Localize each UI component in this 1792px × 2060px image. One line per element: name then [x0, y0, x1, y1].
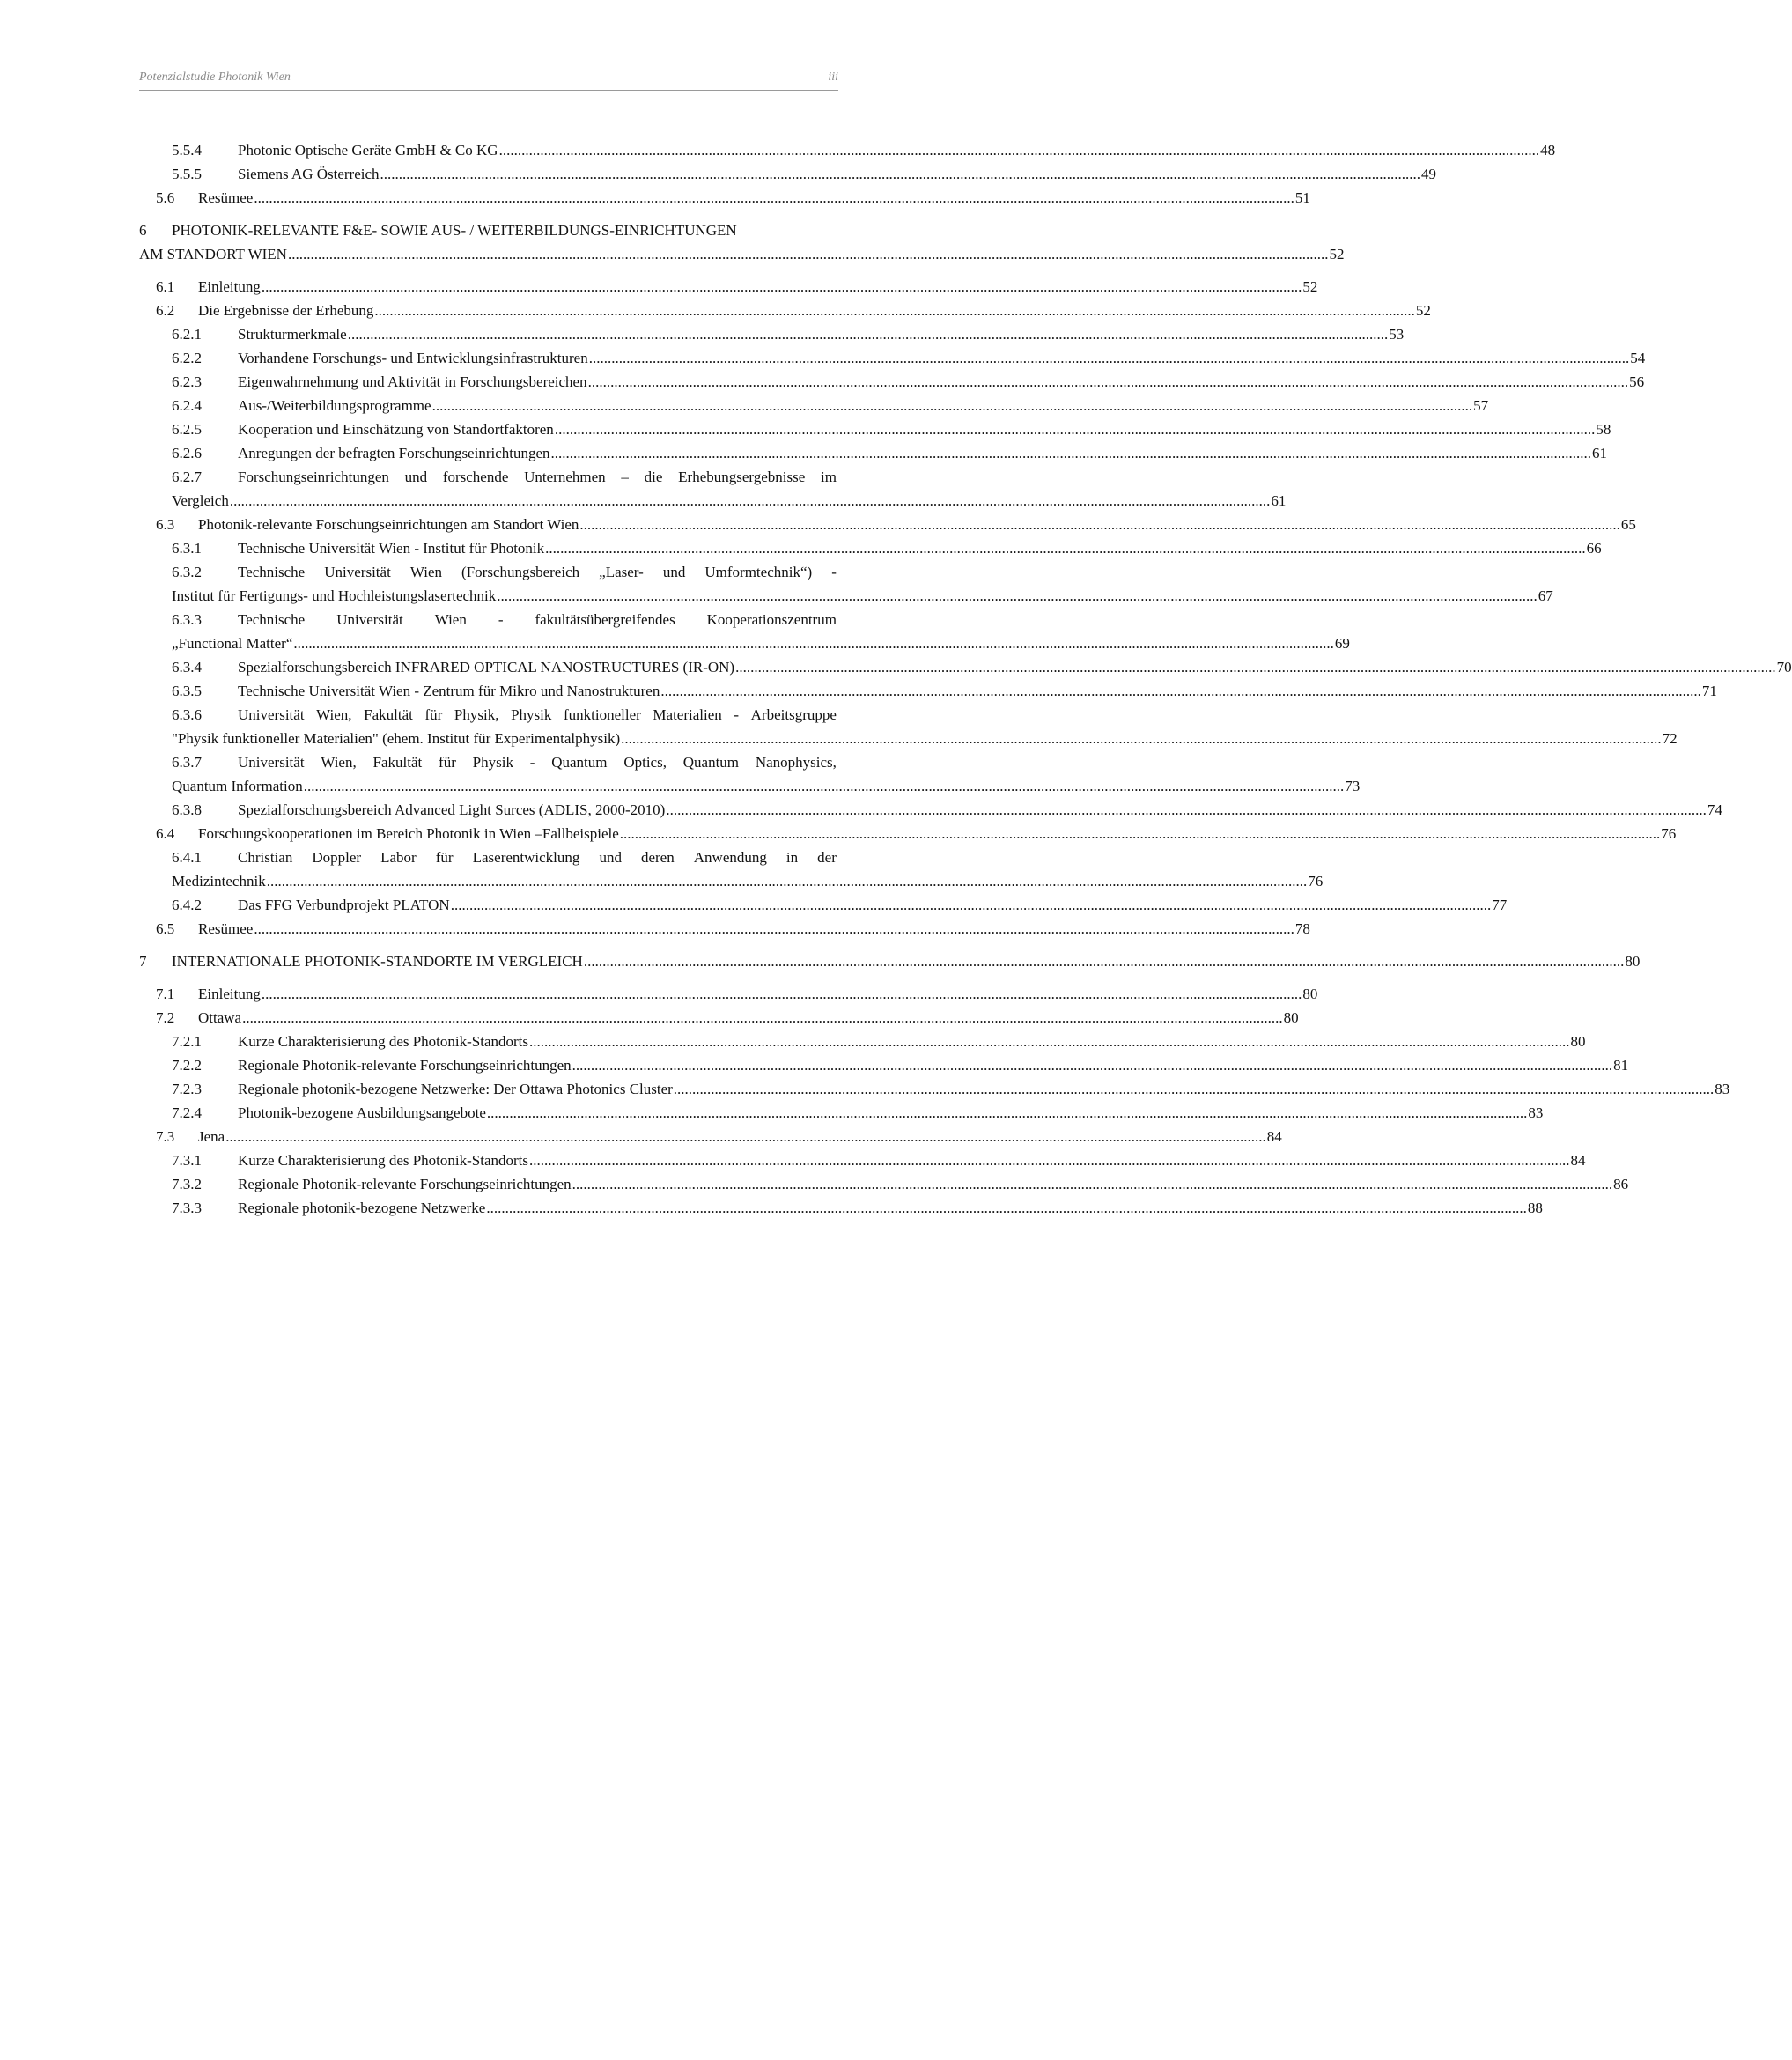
dot-leader [262, 275, 1302, 299]
toc-entry-6-3-2[interactable] [139, 560, 1553, 608]
dot-leader [572, 1053, 1613, 1077]
toc-page: 83 [1715, 1081, 1730, 1097]
dot-leader [588, 370, 1629, 394]
dot-leader [380, 162, 1421, 186]
toc-title: Die Ergebnisse der Erhebung [198, 302, 374, 319]
toc-entry-7[interactable] [139, 949, 1641, 973]
toc-page: 67 [1538, 587, 1553, 604]
toc-title-line-2: Quantum Information [172, 778, 303, 794]
dot-leader [545, 536, 1586, 560]
toc-entry-6-3-1[interactable] [139, 536, 1602, 560]
toc-number: 6.3.5 [172, 683, 202, 699]
toc-entry-6-3-5[interactable] [139, 679, 1717, 703]
toc-entry-7-2-4[interactable] [139, 1101, 1544, 1125]
toc-number: 6.4.2 [172, 897, 202, 913]
toc-page: 77 [1492, 897, 1508, 913]
toc-title: INTERNATIONALE PHOTONIK-STANDORTE IM VERGLEICH [172, 953, 583, 970]
toc-entry-7-3[interactable] [139, 1125, 1282, 1148]
toc-page: 48 [1540, 142, 1556, 159]
toc-number: 7.3 [156, 1128, 175, 1145]
toc-entry-7-3-3[interactable] [139, 1196, 1543, 1220]
toc-title-line-1: Technische Universität Wien - fakultätsübergreifendes Kooperationszentrum [238, 611, 837, 628]
toc-page: 88 [1527, 1200, 1543, 1216]
toc-entry-6-2-3[interactable] [139, 370, 1645, 394]
toc-entry-6-3-4[interactable] [139, 655, 1792, 679]
toc-number: 5.5.5 [172, 166, 202, 182]
toc-title-line-1: Christian Doppler Labor für Laserentwicklung und deren Anwendung in der [238, 849, 837, 866]
toc-number: 6.2.4 [172, 397, 202, 414]
dot-leader [735, 655, 1776, 679]
page-header [139, 70, 838, 91]
toc-title: Eigenwahrnehmung und Aktivität in Forschungsbereichen [238, 373, 587, 390]
toc-page: 80 [1302, 986, 1318, 1002]
toc-title: Regionale Photonik-relevante Forschungseinrichtungen [238, 1176, 572, 1192]
dot-leader [486, 1196, 1527, 1220]
dot-leader [579, 513, 1620, 536]
toc-number: 6.4.1 [172, 849, 202, 866]
dot-leader [267, 869, 1308, 893]
toc-number: 6.2.6 [172, 445, 202, 461]
toc-entry-6-3-3[interactable] [139, 608, 1350, 655]
dot-leader [432, 394, 1473, 417]
dot-leader [254, 186, 1294, 210]
toc-number: 6.1 [156, 278, 175, 295]
toc-entry-6-3[interactable] [139, 513, 1636, 536]
toc-title-line-2: Medizintechnik [172, 873, 266, 890]
toc-entry-7-2-1[interactable] [139, 1030, 1586, 1053]
dot-leader [293, 631, 1334, 655]
toc-number: 6.3.7 [172, 754, 202, 771]
toc-title: Regionale Photonik-relevante Forschungseinrichtungen [238, 1057, 572, 1074]
toc-page: 57 [1473, 397, 1489, 414]
toc-page: 61 [1592, 445, 1608, 461]
toc-number: 6.3.6 [172, 706, 202, 723]
toc-title: Technische Universität Wien - Institut für Photonik [238, 540, 545, 557]
toc-number: 6.3.3 [172, 611, 202, 628]
toc-entry-6-3-6[interactable] [139, 703, 1678, 750]
toc-number: 6.2.3 [172, 373, 202, 390]
toc-title: Vorhandene Forschungs- und Entwicklungsinfrastrukturen [238, 350, 588, 366]
toc-number: 6.3.4 [172, 659, 202, 676]
toc-title-line-2: Vergleich [172, 492, 229, 509]
toc-number: 6.2.7 [172, 469, 202, 485]
toc-page: 51 [1294, 189, 1310, 206]
toc-title-line-1: Universität Wien, Fakultät für Physik, Physik funktioneller Materialien - Arbeitsgruppe [238, 706, 837, 723]
toc-entry-6-2-4[interactable] [139, 394, 1489, 417]
dot-leader [660, 679, 1701, 703]
toc-page: 54 [1630, 350, 1646, 366]
dot-leader [621, 727, 1662, 750]
toc-title: Photonic Optische Geräte GmbH & Co KG [238, 142, 498, 159]
toc-number: 7.1 [156, 986, 175, 1002]
toc-page: 83 [1528, 1104, 1544, 1121]
toc-title: Das FFG Verbundprojekt PLATON [238, 897, 450, 913]
toc-page: 86 [1613, 1176, 1629, 1192]
toc-page: 65 [1620, 516, 1636, 533]
page-number: iii [828, 70, 838, 84]
dot-leader [242, 1006, 1283, 1030]
toc-title: Spezialforschungsbereich INFRARED OPTICAL NANOSTRUCTURES (IR-ON) [238, 659, 735, 676]
toc-entry-5-5-4[interactable] [139, 138, 1556, 162]
toc-page: 78 [1294, 920, 1310, 937]
toc-entry-6-2[interactable] [139, 299, 1431, 322]
toc-title: Spezialforschungsbereich Advanced Light Surces (ADLIS, 2000-2010) [238, 801, 666, 818]
toc-page: 52 [1415, 302, 1431, 319]
toc-page: 61 [1271, 492, 1287, 509]
toc-title-line-1: PHOTONIK-RELEVANTE F&E- SOWIE AUS- / WEITERBILDUNGS-EINRICHTUNGEN [172, 222, 737, 239]
toc-number: 7.2.2 [172, 1057, 202, 1074]
toc-entry-7-2-3[interactable] [139, 1077, 1730, 1101]
toc-title: Anregungen der befragten Forschungseinrichtungen [238, 445, 550, 461]
document-title: Potenzialstudie Photonik Wien [139, 70, 291, 84]
toc-page: 58 [1596, 421, 1611, 438]
toc-entry-6-4-1[interactable] [139, 845, 1324, 893]
toc-number: 6.3.2 [172, 564, 202, 580]
toc-entry-6-3-8[interactable] [139, 798, 1722, 822]
toc-page: 52 [1329, 246, 1345, 262]
toc-entry-7-1[interactable] [139, 982, 1318, 1006]
dot-leader [497, 584, 1538, 608]
toc-title: Forschungskooperationen im Bereich Photonik in Wien –Fallbeispiele [198, 825, 619, 842]
toc-number: 7.2.3 [172, 1081, 202, 1097]
toc-page: 84 [1266, 1128, 1282, 1145]
toc-entry-6-3-7[interactable] [139, 750, 1361, 798]
toc-title-line-1: Universität Wien, Fakultät für Physik - Quantum Optics, Quantum Nanophysics, [238, 754, 837, 771]
toc-title: Jena [198, 1128, 225, 1145]
toc-title-line-2: "Physik funktioneller Materialien" (ehem. Institut für Experimentalphysik) [172, 730, 621, 747]
dot-leader [666, 798, 1707, 822]
toc-page: 70 [1776, 659, 1792, 676]
toc-number: 6.2 [156, 302, 175, 319]
dot-leader [487, 1101, 1528, 1125]
toc-title: Einleitung [198, 278, 261, 295]
dot-leader [620, 822, 1661, 845]
toc-title-line-2: AM STANDORT WIEN [139, 246, 287, 262]
toc-page: 71 [1701, 683, 1717, 699]
dot-leader [555, 417, 1596, 441]
toc-title: Strukturmerkmale [238, 326, 347, 343]
dot-leader [499, 138, 1540, 162]
toc-entry-6-4-2[interactable] [139, 893, 1508, 917]
toc-page: 69 [1334, 635, 1350, 652]
toc-title: Technische Universität Wien - Zentrum für Mikro und Nanostrukturen [238, 683, 660, 699]
toc-entry-6-4[interactable] [139, 822, 1677, 845]
toc-entry-6-2-7[interactable] [139, 465, 1287, 513]
dot-leader [262, 982, 1302, 1006]
toc-page: 49 [1421, 166, 1437, 182]
toc-number: 7 [139, 953, 147, 970]
dot-leader [225, 1125, 1266, 1148]
toc-number: 7.2 [156, 1009, 175, 1026]
toc-title: Resümee [198, 920, 254, 937]
table-of-contents [139, 138, 1792, 1220]
toc-title-line-2: Institut für Fertigungs- und Hochleistungslasertechnik [172, 587, 497, 604]
dot-leader [230, 489, 1271, 513]
dot-leader [572, 1172, 1613, 1196]
toc-number: 6.2.2 [172, 350, 202, 366]
toc-number: 7.3.3 [172, 1200, 202, 1216]
toc-page: 80 [1570, 1033, 1586, 1050]
toc-page: 81 [1613, 1057, 1629, 1074]
toc-number: 7.2.4 [172, 1104, 202, 1121]
toc-entry-6[interactable] [139, 218, 1345, 266]
dot-leader [584, 949, 1625, 973]
dot-leader [451, 893, 1492, 917]
toc-title: Einleitung [198, 986, 261, 1002]
dot-leader [551, 441, 1592, 465]
toc-number: 6.5 [156, 920, 175, 937]
toc-title: Siemens AG Österreich [238, 166, 380, 182]
toc-title: Aus-/Weiterbildungsprogramme [238, 397, 431, 414]
toc-entry-6-2-6[interactable] [139, 441, 1608, 465]
toc-entry-6-2-2[interactable] [139, 346, 1646, 370]
dot-leader [529, 1030, 1570, 1053]
toc-number: 7.3.1 [172, 1152, 202, 1169]
dot-leader [374, 299, 1415, 322]
toc-title: Regionale photonik-bezogene Netzwerke: Der Ottawa Photonics Cluster [238, 1081, 673, 1097]
toc-page: 66 [1586, 540, 1602, 557]
toc-number: 5.5.4 [172, 142, 202, 159]
dot-leader [254, 917, 1294, 941]
toc-entry-7-3-1[interactable] [139, 1148, 1586, 1172]
toc-page: 56 [1629, 373, 1645, 390]
toc-entry-6-2-5[interactable] [139, 417, 1611, 441]
toc-title: Kurze Charakterisierung des Photonik-Standorts [238, 1152, 529, 1169]
toc-entry-5-6[interactable] [139, 186, 1310, 210]
toc-title: Regionale photonik-bezogene Netzwerke [238, 1200, 486, 1216]
toc-number: 7.2.1 [172, 1033, 202, 1050]
toc-number: 6.2.1 [172, 326, 202, 343]
toc-number: 6.3.1 [172, 540, 202, 557]
toc-entry-7-2[interactable] [139, 1006, 1299, 1030]
toc-page: 52 [1302, 278, 1318, 295]
dot-leader [288, 242, 1329, 266]
toc-title: Kooperation und Einschätzung von Standortfaktoren [238, 421, 554, 438]
toc-page: 84 [1570, 1152, 1586, 1169]
toc-title: Photonik-bezogene Ausbildungsangebote [238, 1104, 486, 1121]
toc-number: 6.4 [156, 825, 175, 842]
toc-page: 76 [1661, 825, 1677, 842]
toc-entry-6-1[interactable] [139, 275, 1318, 299]
toc-page: 73 [1345, 778, 1361, 794]
toc-page: 80 [1283, 1009, 1299, 1026]
toc-number: 5.6 [156, 189, 175, 206]
dot-leader [348, 322, 1389, 346]
toc-title: Photonik-relevante Forschungseinrichtungen am Standort Wien [198, 516, 579, 533]
toc-title: Ottawa [198, 1009, 242, 1026]
toc-number: 6.3 [156, 516, 175, 533]
toc-title-line-1: Technische Universität Wien (Forschungsbereich „Laser- und Umformtechnik“) - [238, 564, 837, 580]
toc-title-line-2: „Functional Matter“ [172, 635, 293, 652]
toc-title-line-1: Forschungseinrichtungen und forschende Unternehmen – die Erhebungsergebnisse im [238, 469, 837, 485]
toc-page: 53 [1389, 326, 1405, 343]
toc-entry-6-2-1[interactable] [139, 322, 1405, 346]
toc-number: 6.3.8 [172, 801, 202, 818]
toc-title: Resümee [198, 189, 254, 206]
dot-leader [674, 1077, 1715, 1101]
toc-page: 72 [1662, 730, 1678, 747]
toc-title: Kurze Charakterisierung des Photonik-Standorts [238, 1033, 529, 1050]
toc-entry-6-5[interactable] [139, 917, 1310, 941]
toc-entry-7-3-2[interactable] [139, 1172, 1629, 1196]
toc-page: 80 [1625, 953, 1641, 970]
toc-page: 74 [1707, 801, 1722, 818]
dot-leader [529, 1148, 1570, 1172]
toc-entry-7-2-2[interactable] [139, 1053, 1629, 1077]
toc-number: 7.3.2 [172, 1176, 202, 1192]
dot-leader [589, 346, 1630, 370]
toc-entry-5-5-5[interactable] [139, 162, 1437, 186]
dot-leader [304, 774, 1345, 798]
toc-number: 6.2.5 [172, 421, 202, 438]
toc-number: 6 [139, 222, 147, 239]
toc-page: 76 [1308, 873, 1324, 890]
